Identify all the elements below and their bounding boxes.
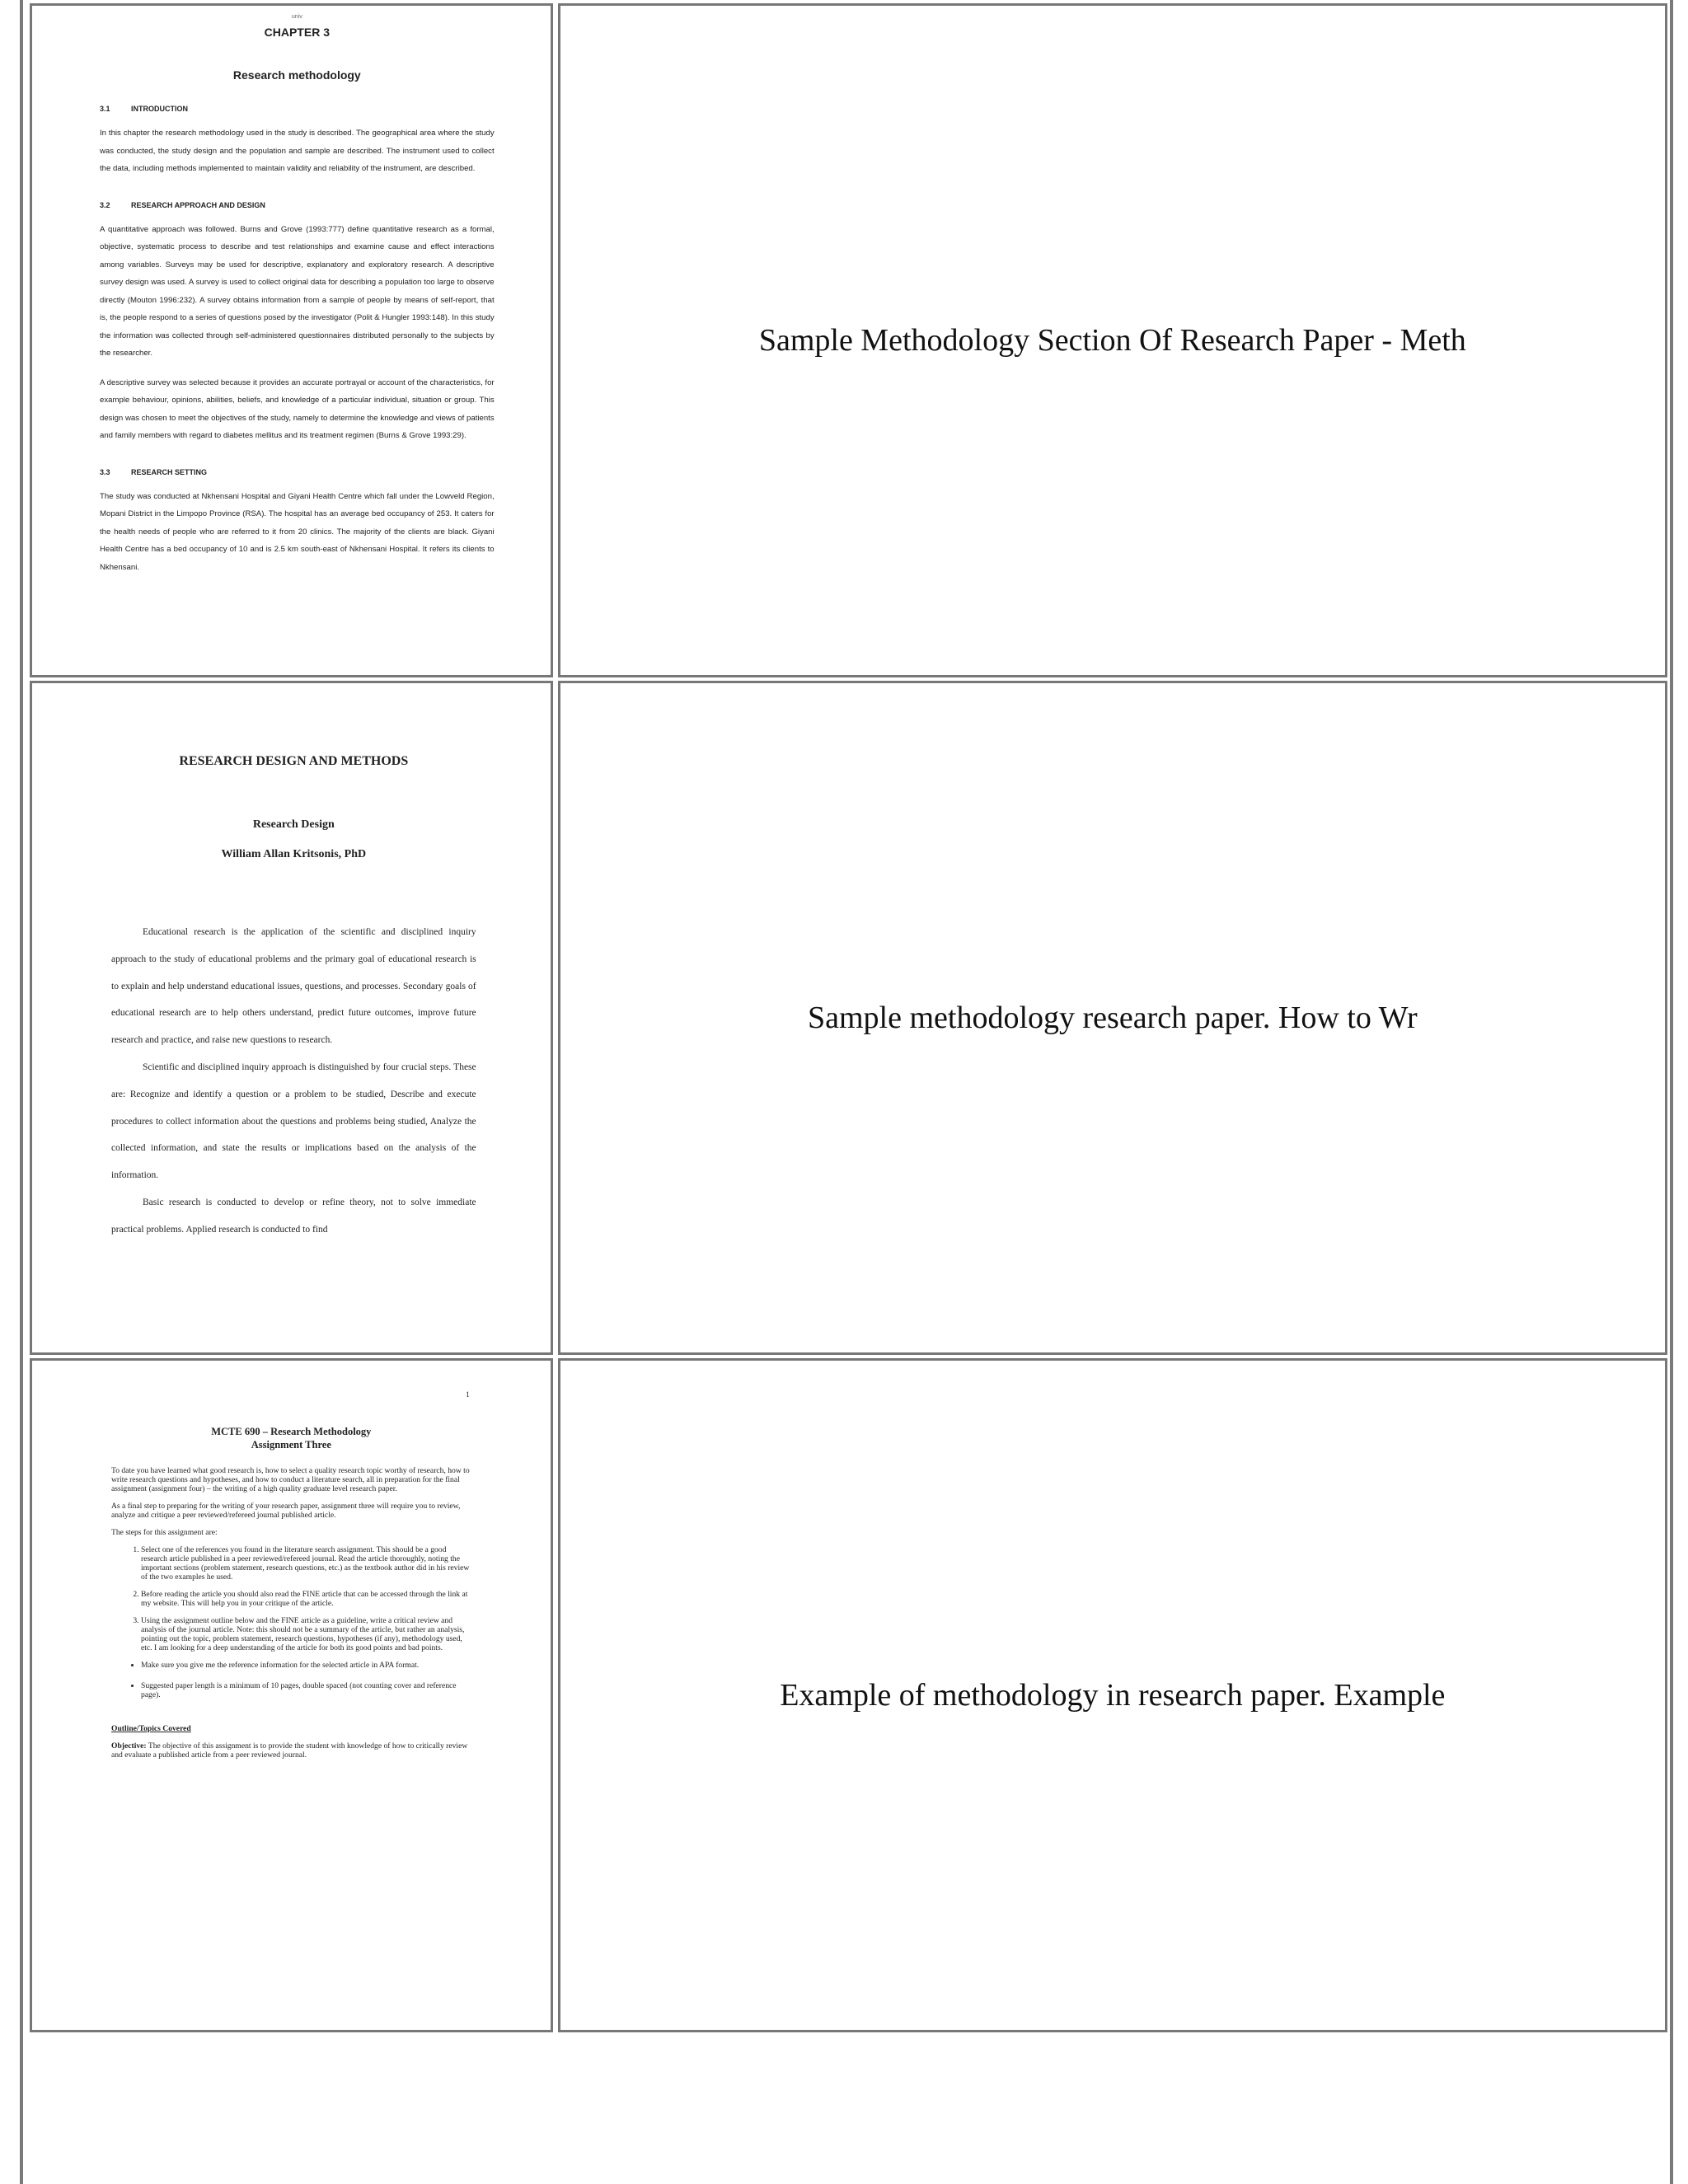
section-heading: 3.3 RESEARCH SETTING bbox=[100, 467, 208, 476]
page-number: 1 bbox=[466, 1390, 470, 1399]
result-thumbnail[interactable] bbox=[30, 3, 553, 677]
document-page-thumbnail bbox=[32, 6, 551, 675]
list-item: 1. Select one of the references you found in the literature search assignment. This should be a good research article published in a peer reviewed/refereed journal. Read the article thoroughly, noting the important sections (problem statement, research questions, etc.) as the textbook author did in his review of the two examples he used. bbox=[141, 1545, 471, 1582]
paragraph: A descriptive survey was selected because it provides an accurate portrayal or account of the characteristics, for example behaviour, opinions, abilities, beliefs, and knowledge of a particular individual, situation or group. This design was chosen to meet the objectives of the study, namely to determine the knowledge and views of patients and family members with regard to diabetes mellitus and its treatment regimen (Burns & Grove 1993:29). bbox=[100, 377, 495, 440]
university-logo: univ bbox=[291, 14, 302, 20]
document-body bbox=[111, 919, 476, 1244]
result-row bbox=[30, 3, 1667, 677]
list-item: • Suggested paper length is a minimum of 10 pages, double spaced (not counting cover and reference page). bbox=[141, 1681, 471, 1699]
objective-paragraph: Objective: The objective of this assignment is to provide the student with knowledge of how to critically review and evaluate a published article from a peer reviewed journal. bbox=[111, 1741, 468, 1760]
document-page-thumbnail bbox=[32, 1361, 551, 2030]
chapter-title: Research methodology bbox=[232, 68, 361, 82]
result-caption[interactable]: Sample methodology research paper. How to Wr bbox=[558, 681, 1667, 1355]
section-heading: 3.2 RESEARCH APPROACH AND DESIGN bbox=[100, 200, 265, 209]
list-item: 2. Before reading the article you should also read the FINE article that can be accessed through the link at my website. This will help you in your critique of the article. bbox=[141, 1590, 471, 1608]
paragraph: The study was conducted at Nkhensani Hospital and Giyani Health Centre which fall under the Lowveld Region, Mopani District in the Limpopo Province (RSA). The hospital has an average bed occupancy of 253. It caters for the health needs of people who are referred to it from 20 clinics. The majority of the clients are black. Giyani Health Centre has a bed occupancy of 10 and is 2.5 km south-east of Nkhensani Hospital. It refers its clients to Nkhensani. bbox=[100, 491, 495, 572]
result-row bbox=[30, 1358, 1667, 2032]
result-caption[interactable]: Example of methodology in research paper. Example bbox=[558, 1358, 1667, 2032]
list-item: 3. Using the assignment outline below and the FINE article as a guideline, write a critical review and analysis of the journal article. Note: this should not be a summary of the article, but rather an analysis, pointing out the topic, problem statement, research questions, hypotheses (if any), methodology used, etc. I am looking for a deep understanding of the article for both its good points and bad points. bbox=[141, 1616, 471, 1652]
paragraph: The steps for this assignment are: bbox=[111, 1528, 218, 1537]
chapter-heading: CHAPTER 3 bbox=[264, 26, 330, 39]
document-author: William Allan Kritsonis, PhD bbox=[221, 848, 367, 860]
paragraph: As a final step to preparing for the writing of your research paper, assignment three will require you to review, analyze and critique a peer reviewed/refereed journal published article. bbox=[111, 1502, 461, 1520]
outline-heading: Outline/Topics Covered bbox=[111, 1724, 191, 1733]
paragraph: In this chapter the research methodology used in the study is described. The geographical area where the study was conducted, the study design and the population and sample are described. The instrument used to collect the data, including methods implemented to maintain validity and reliability of the instrument, are described. bbox=[100, 129, 495, 173]
result-caption[interactable]: Sample Methodology Section Of Research Paper - Meth bbox=[558, 3, 1667, 677]
paragraph: To date you have learned what good research is, how to select a quality research topic worthy of research, how to write research questions and hypotheses, and how to conduct a literature search, all in preparation for the final assignment (assignment four) – the writing of a high quality graduate level research paper. bbox=[111, 1466, 470, 1493]
paragraph: Educational research is the application of the scientific and disciplined inquiry approach to the study of educational problems and the primary goal of educational research is to explain and help understand educational issues, questions, and processes. Secondary goals of educational research are to help others understand, predict future outcomes, improve future research and practice, and raise new questions to research. bbox=[111, 927, 476, 1046]
document-heading: RESEARCH DESIGN AND METHODS bbox=[179, 754, 409, 768]
list-item: • Make sure you give me the reference information for the selected article in APA format. bbox=[141, 1661, 471, 1670]
paragraph: A quantitative approach was followed. Burns and Grove (1993:777) define quantitative research as a formal, objective, systematic process to describe and test relationships and examine cause and effect interactions among variables. Surveys may be used for descriptive, explanatory and exploratory research. A descriptive survey design was used. A survey is used to collect original data for describing a population too large to observe directly (Mouton 1996:232). A survey obtains information from a sample of people by means of self-report, that is, the people respond to a series of questions posed by the investigator (Polit & Hungler 1993:148). In this study the information was collected through self-administered questionnaires distributed personally to the subjects by the researcher. bbox=[100, 224, 495, 358]
results-grid bbox=[25, 0, 1672, 2036]
document-heading: MCTE 690 – Research Methodology Assignment Three bbox=[211, 1426, 372, 1451]
document-subheading: Research Design bbox=[252, 818, 335, 831]
paragraph: Basic research is conducted to develop or refine theory, not to solve immediate practical problems. Applied research is conducted to find bbox=[111, 1197, 476, 1235]
document-page-thumbnail bbox=[32, 683, 551, 1352]
paragraph: Scientific and disciplined inquiry approach is distinguished by four crucial steps. These are: Recognize and identify a question or a problem to be studied, Describe and execute procedures to collect information about the questions and problems being studied, Analyze the collected information, and state the results or implications based on the analysis of the information. bbox=[111, 1062, 476, 1181]
bullet-list bbox=[111, 1661, 471, 1699]
section-heading: 3.1 INTRODUCTION bbox=[100, 105, 188, 113]
result-row bbox=[30, 681, 1667, 1355]
result-thumbnail[interactable] bbox=[30, 681, 553, 1355]
result-thumbnail[interactable] bbox=[30, 1358, 553, 2032]
steps-list bbox=[111, 1545, 471, 1652]
